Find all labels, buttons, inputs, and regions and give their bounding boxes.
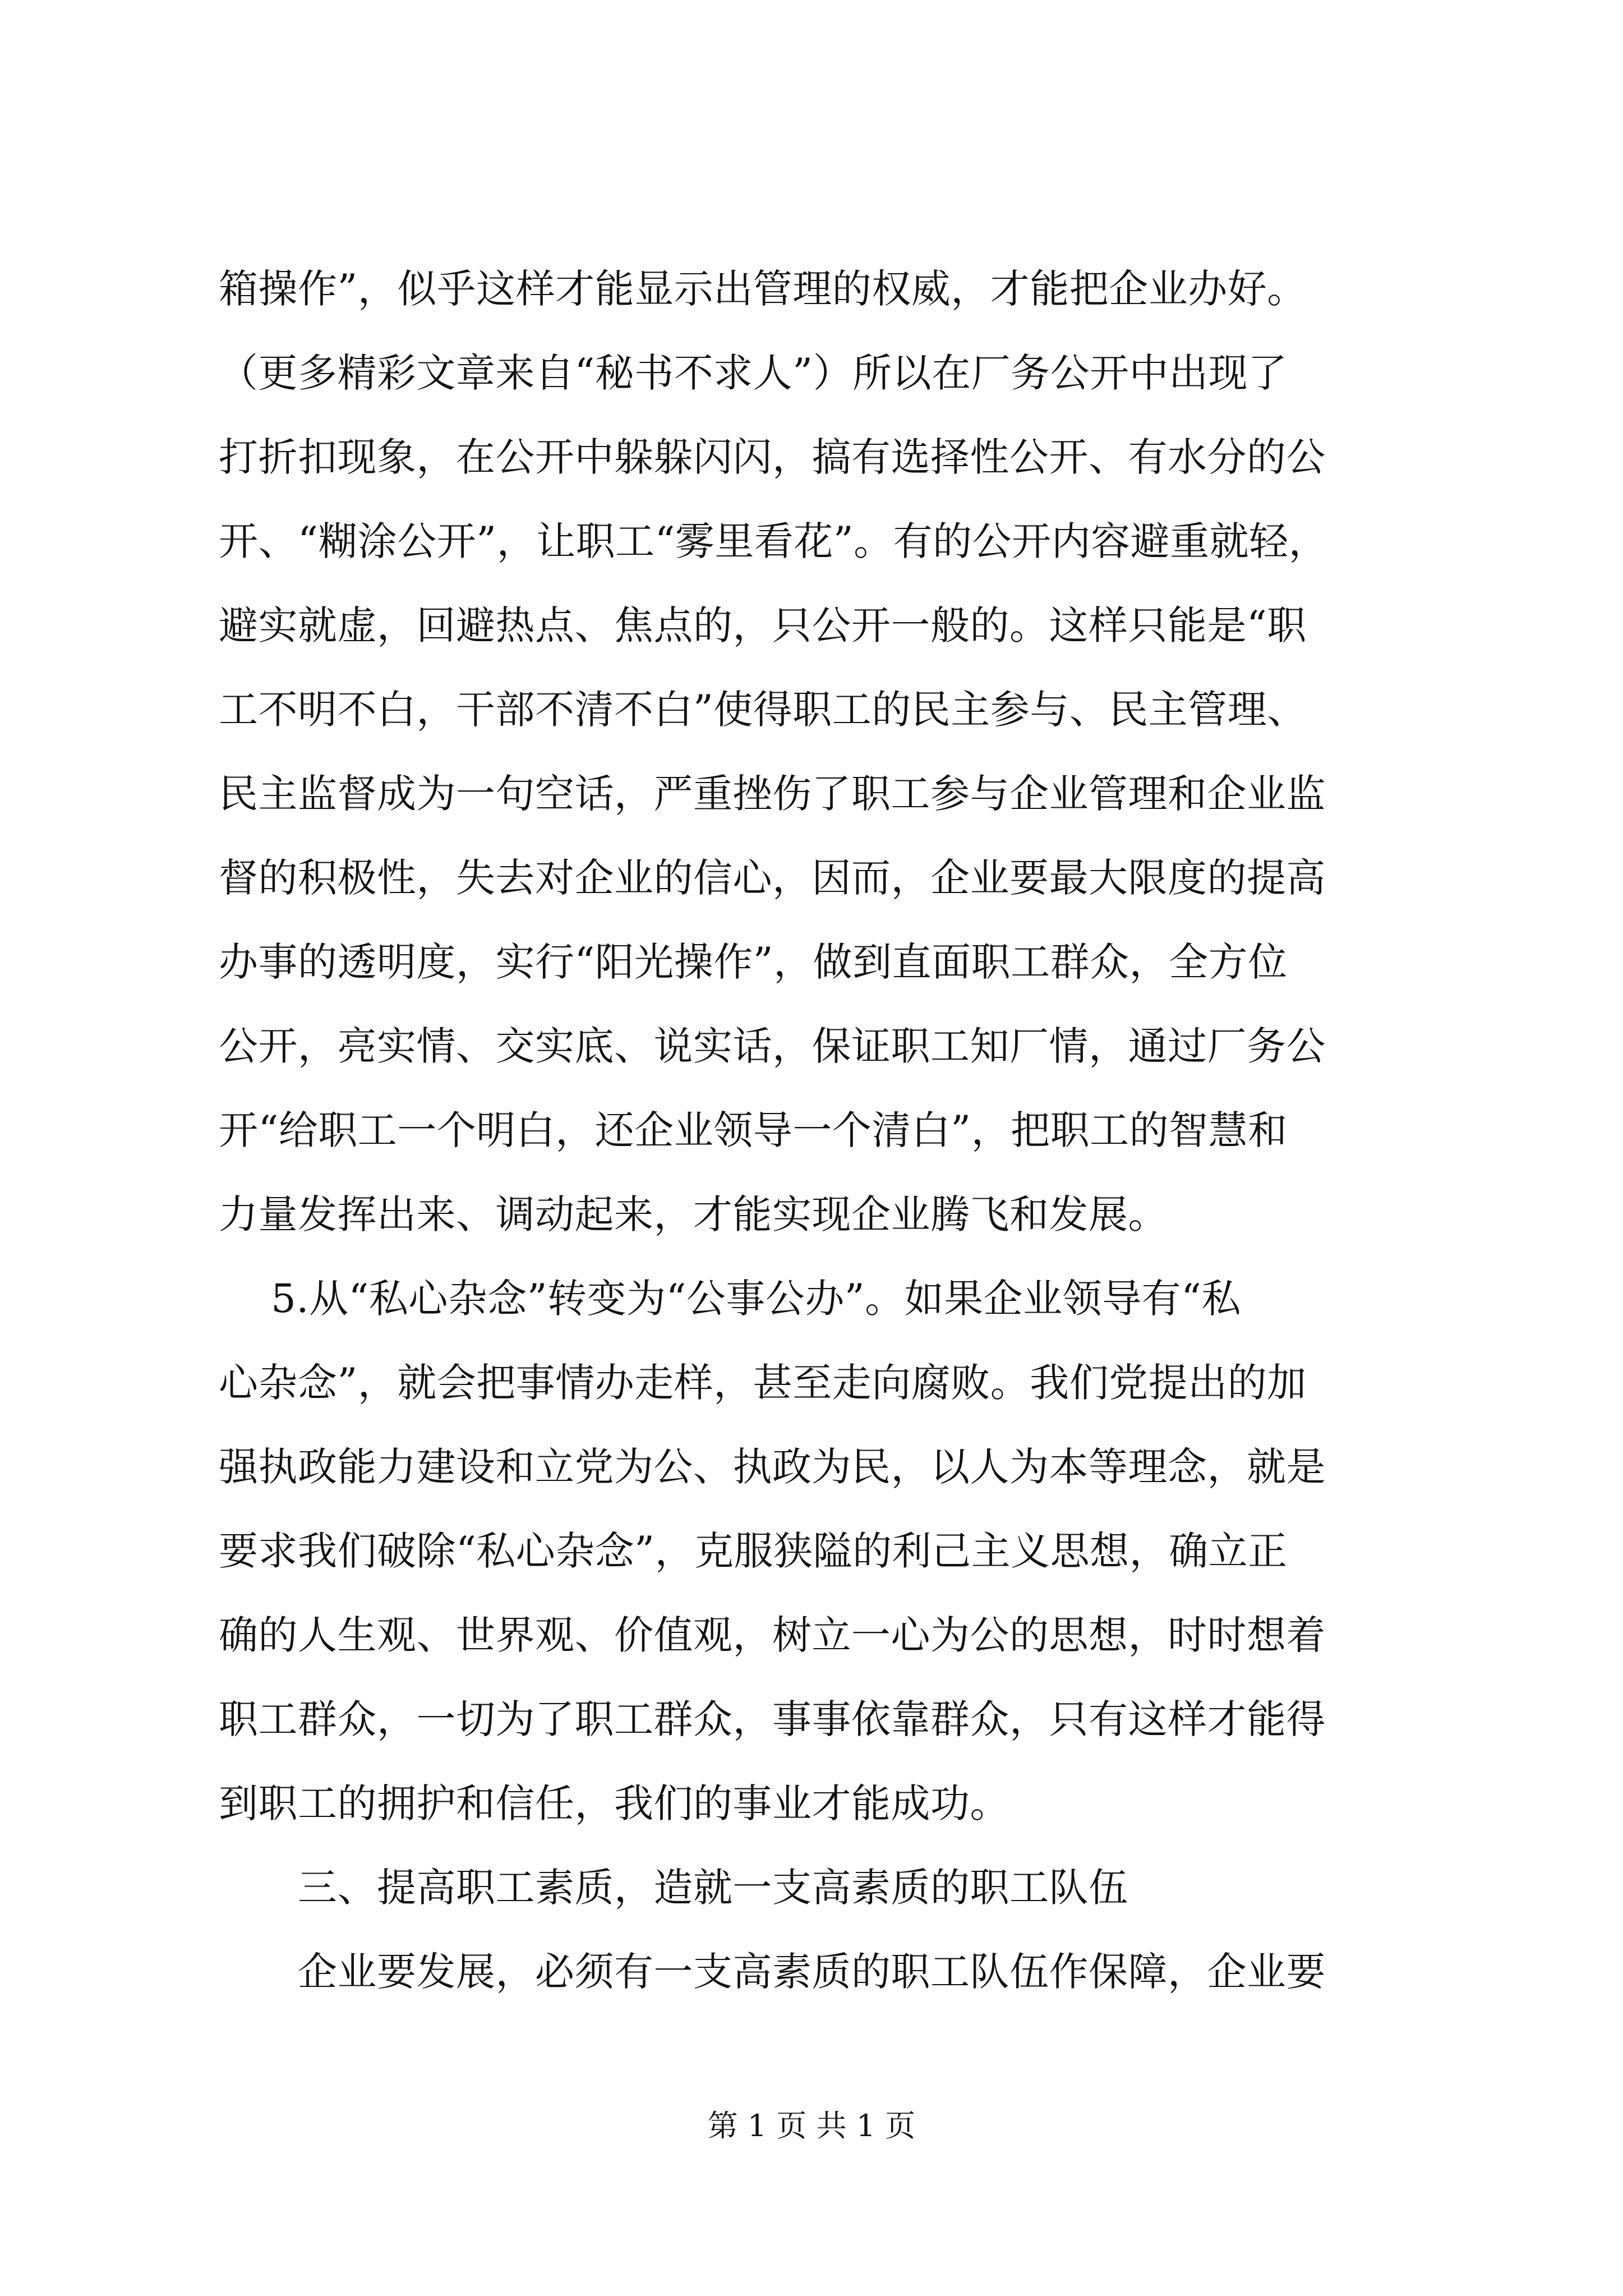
text-line: 强执政能力建设和立党为公、执政为民，以人为本等理念，就是: [219, 1444, 1326, 1490]
text-line: 督的积极性，失去对企业的信心，因而，企业要最大限度的提高: [219, 855, 1326, 901]
text-line: 要求我们破除“私心杂念”，克服狭隘的利己主义思想，确立正: [219, 1528, 1288, 1574]
text-line: 打折扣现象，在公开中躲躲闪闪，搞有选择性公开、有水分的公: [219, 434, 1326, 480]
text-line: 开、“糊涂公开”，让职工“雾里看花”。有的公开内容避重就轻，: [219, 518, 1329, 564]
text-line: 心杂念”，就会把事情办走样，甚至走向腐败。我们党提出的加: [219, 1360, 1307, 1406]
section-heading: 三、提高职工素质，造就一支高素质的职工队伍: [219, 1865, 1128, 1911]
paragraph-start-line: 5.从“私心杂念”转变为“公事公办”。如果企业领导有“私: [219, 1276, 1241, 1322]
page-footer: [0, 2104, 1623, 2148]
text-line: 到职工的拥护和信任，我们的事业才能成功。: [219, 1780, 1009, 1826]
body-text: [219, 247, 1402, 2014]
text-line: 职工群众，一切为了职工群众，事事依靠群众，只有这样才能得: [219, 1696, 1326, 1742]
paragraph-start-line: 企业要发展，必须有一支高素质的职工队伍作保障，企业要: [219, 1949, 1326, 1995]
text-line: 确的人生观、世界观、价值观，树立一心为公的思想，时时想着: [219, 1612, 1326, 1658]
text-line: 工不明不白，干部不清不白”使得职工的民主参与、民主管理、: [219, 687, 1307, 733]
text-line: （更多精彩文章来自“秘书不求人”）所以在厂务公开中出现了: [219, 350, 1288, 396]
text-line: 公开，亮实情、交实底、说实话，保证职工知厂情，通过厂务公: [219, 1023, 1326, 1069]
text-line: 力量发挥出来、调动起来，才能实现企业腾飞和发展。: [219, 1191, 1168, 1237]
text-line: 开“给职工一个明白，还企业领导一个清白”，把职工的智慧和: [219, 1107, 1288, 1153]
text-line: 民主监督成为一句空话，严重挫伤了职工参与企业管理和企业监: [219, 771, 1326, 817]
text-line: 办事的透明度，实行“阳光操作”，做到直面职工群众，全方位: [219, 939, 1288, 985]
page-number-label: 第 1 页 共 1 页: [707, 2108, 916, 2143]
text-line: 箱操作”，似乎这样才能显示出管理的权威，才能把企业办好。: [219, 266, 1307, 312]
text-line: 避实就虚，回避热点、焦点的，只公开一般的。这样只能是“职: [219, 602, 1307, 648]
